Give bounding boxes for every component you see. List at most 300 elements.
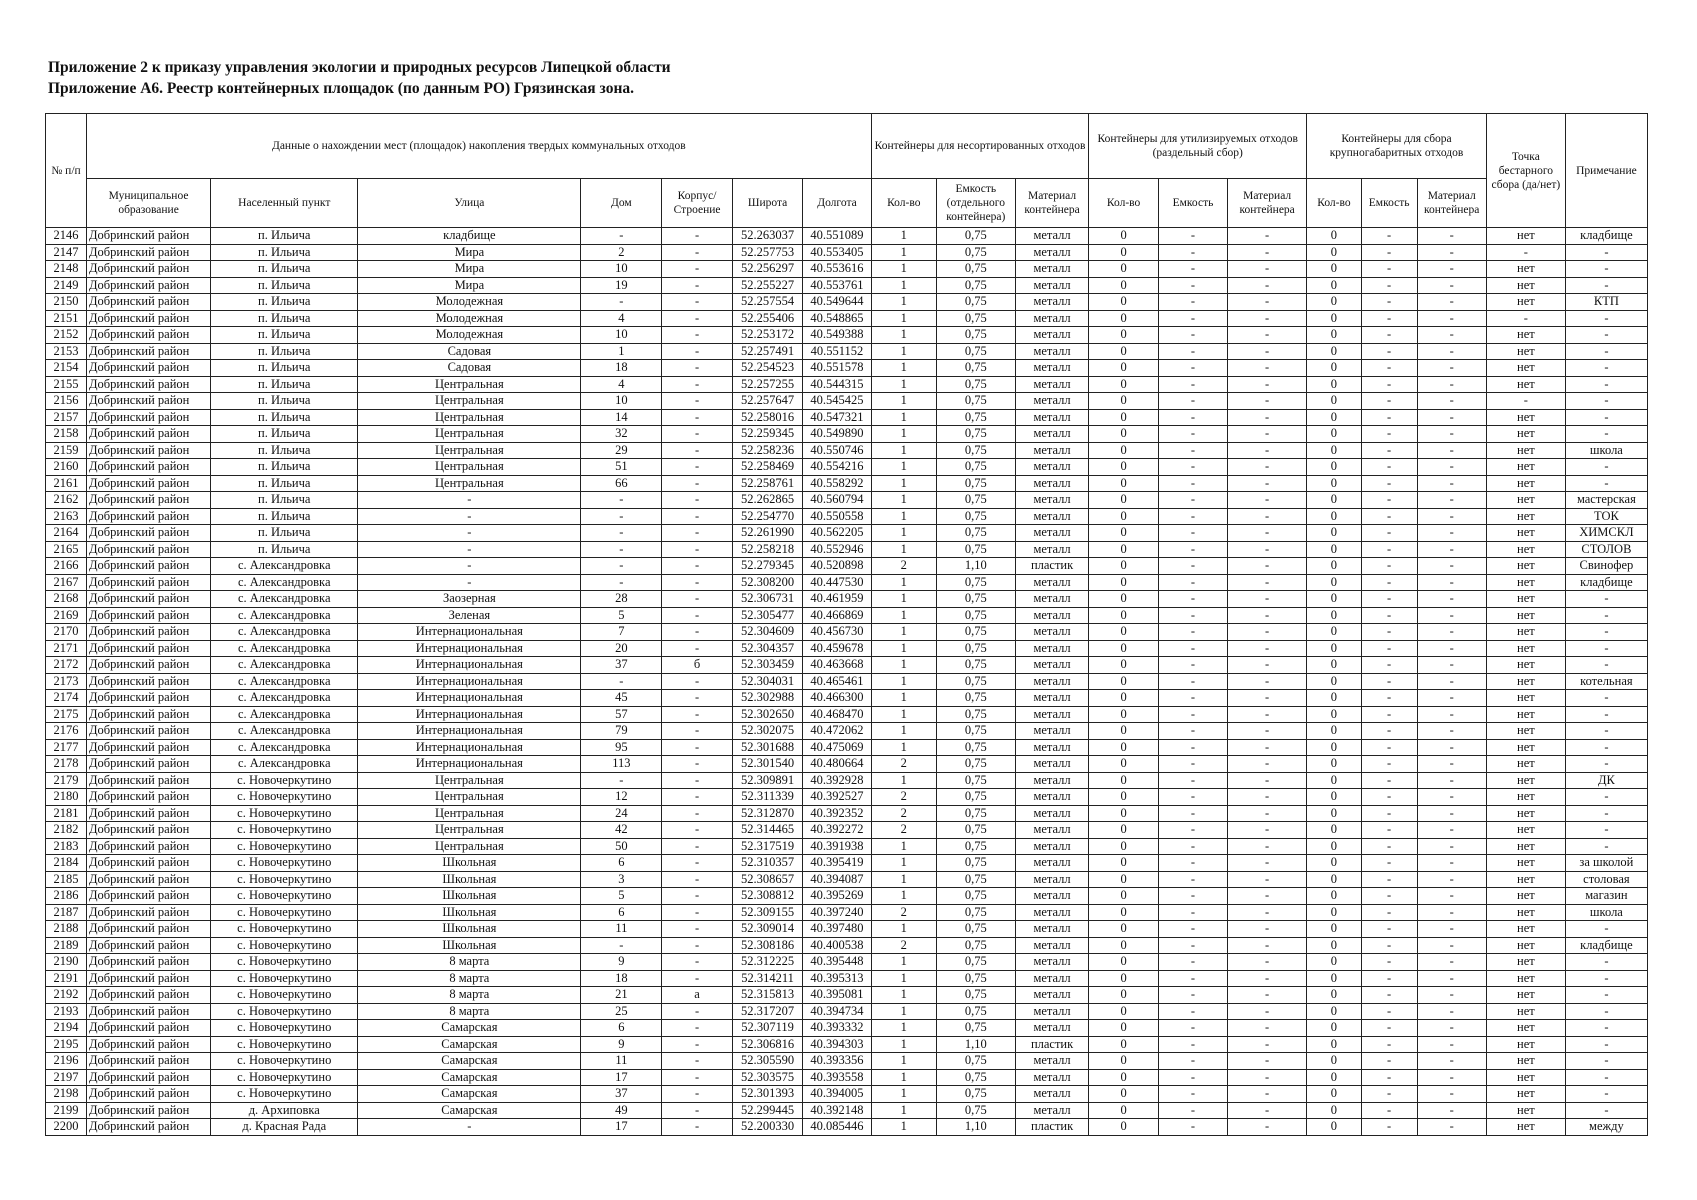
table-cell: -: [1361, 1036, 1417, 1053]
table-row: [46, 904, 1648, 921]
table-cell: п. Ильича: [211, 244, 358, 261]
table-cell: -: [662, 1053, 732, 1070]
table-cell: Добринский район: [87, 426, 211, 443]
table-cell: с. Александровка: [211, 657, 358, 674]
table-cell: Добринский район: [87, 822, 211, 839]
table-cell: -: [1361, 838, 1417, 855]
table-cell: металл: [1015, 888, 1089, 905]
table-cell: 0: [1307, 261, 1362, 278]
table-cell: -: [1417, 838, 1486, 855]
table-row: [46, 1003, 1648, 1020]
table-cell: 1: [871, 1020, 936, 1037]
table-row: [46, 277, 1648, 294]
table-cell: 0: [1307, 574, 1362, 591]
table-cell: -: [581, 574, 662, 591]
table-cell: -: [1228, 904, 1307, 921]
table-cell: металл: [1015, 1102, 1089, 1119]
table-cell: -: [1228, 1003, 1307, 1020]
table-cell: металл: [1015, 607, 1089, 624]
table-cell: -: [1565, 310, 1647, 327]
table-row: [46, 822, 1648, 839]
table-cell: 0: [1307, 1102, 1362, 1119]
table-cell: -: [1228, 1102, 1307, 1119]
table-cell: -: [1158, 376, 1227, 393]
table-cell: 2173: [46, 673, 87, 690]
table-cell: с. Александровка: [211, 756, 358, 773]
table-cell: нет: [1486, 624, 1565, 641]
table-cell: -: [1228, 871, 1307, 888]
table-row: [46, 508, 1648, 525]
table-cell: -: [662, 261, 732, 278]
table-cell: -: [1361, 921, 1417, 938]
table-cell: 2154: [46, 360, 87, 377]
table-cell: 0: [1089, 492, 1158, 509]
table-cell: Добринский район: [87, 1086, 211, 1103]
table-cell: 0: [1307, 657, 1362, 674]
table-cell: 1: [871, 690, 936, 707]
table-cell: мастерская: [1565, 492, 1647, 509]
table-cell: -: [1228, 261, 1307, 278]
table-cell: 2: [871, 756, 936, 773]
table-cell: -: [662, 228, 732, 245]
table-cell: 52.302075: [732, 723, 802, 740]
table-cell: 0: [1307, 723, 1362, 740]
table-cell: -: [1565, 360, 1647, 377]
table-cell: -: [1417, 739, 1486, 756]
table-cell: 0,75: [936, 855, 1015, 872]
table-cell: 0: [1307, 277, 1362, 294]
table-cell: -: [1228, 756, 1307, 773]
table-cell: нет: [1486, 261, 1565, 278]
table-cell: 40.392148: [803, 1102, 871, 1119]
table-cell: 0: [1089, 888, 1158, 905]
col-point: Точка бестарного сбора (да/нет): [1486, 114, 1565, 228]
table-cell: п. Ильича: [211, 228, 358, 245]
table-cell: металл: [1015, 1020, 1089, 1037]
table-cell: металл: [1015, 360, 1089, 377]
table-cell: -: [1228, 426, 1307, 443]
table-cell: 0: [1307, 393, 1362, 410]
table-cell: -: [662, 904, 732, 921]
table-cell: 0: [1307, 921, 1362, 938]
table-cell: -: [1565, 277, 1647, 294]
table-cell: нет: [1486, 921, 1565, 938]
table-cell: 52.257647: [732, 393, 802, 410]
table-cell: 10: [581, 393, 662, 410]
table-cell: 40.463668: [803, 657, 871, 674]
table-cell: 0,75: [936, 228, 1015, 245]
table-cell: 40.545425: [803, 393, 871, 410]
table-cell: 1: [871, 1036, 936, 1053]
table-cell: 0,75: [936, 789, 1015, 806]
table-cell: 40.466300: [803, 690, 871, 707]
table-cell: -: [1417, 525, 1486, 542]
table-cell: школа: [1565, 442, 1647, 459]
table-cell: -: [1361, 871, 1417, 888]
table-cell: металл: [1015, 756, 1089, 773]
table-cell: 0: [1089, 1053, 1158, 1070]
table-cell: нет: [1486, 475, 1565, 492]
table-cell: -: [581, 772, 662, 789]
table-cell: 0,75: [936, 673, 1015, 690]
table-cell: -: [1565, 1020, 1647, 1037]
table-cell: 2185: [46, 871, 87, 888]
col-recycle-capacity: Емкость: [1158, 179, 1227, 228]
table-cell: Школьная: [358, 921, 581, 938]
table-cell: -: [662, 607, 732, 624]
table-cell: -: [662, 277, 732, 294]
table-cell: Добринский район: [87, 277, 211, 294]
table-cell: -: [1417, 706, 1486, 723]
table-cell: -: [1158, 459, 1227, 476]
table-cell: нет: [1486, 888, 1565, 905]
table-cell: -: [1228, 690, 1307, 707]
table-cell: КТП: [1565, 294, 1647, 311]
table-cell: -: [1361, 343, 1417, 360]
table-cell: -: [662, 690, 732, 707]
table-cell: 2160: [46, 459, 87, 476]
table-cell: 40.553405: [803, 244, 871, 261]
table-cell: 0: [1089, 244, 1158, 261]
table-row: [46, 591, 1648, 608]
table-cell: металл: [1015, 624, 1089, 641]
table-cell: -: [1417, 690, 1486, 707]
table-cell: 0,75: [936, 591, 1015, 608]
table-cell: 2: [871, 822, 936, 839]
table-cell: -: [1417, 954, 1486, 971]
table-cell: Мира: [358, 261, 581, 278]
table-cell: нет: [1486, 591, 1565, 608]
table-cell: Школьная: [358, 855, 581, 872]
table-cell: 0,75: [936, 426, 1015, 443]
table-cell: Добринский район: [87, 954, 211, 971]
table-cell: 0,75: [936, 244, 1015, 261]
table-cell: Добринский район: [87, 360, 211, 377]
table-cell: 0: [1089, 1069, 1158, 1086]
table-cell: 0: [1307, 888, 1362, 905]
table-cell: Добринский район: [87, 1119, 211, 1136]
table-cell: 49: [581, 1102, 662, 1119]
table-cell: -: [1417, 426, 1486, 443]
table-cell: Зеленая: [358, 607, 581, 624]
table-cell: -: [1158, 657, 1227, 674]
table-cell: 0,75: [936, 360, 1015, 377]
table-cell: -: [1361, 657, 1417, 674]
table-cell: -: [1158, 277, 1227, 294]
table-cell: нет: [1486, 987, 1565, 1004]
table-cell: -: [662, 673, 732, 690]
table-cell: 52.258761: [732, 475, 802, 492]
table-cell: 1: [871, 294, 936, 311]
table-cell: 2175: [46, 706, 87, 723]
table-cell: нет: [1486, 228, 1565, 245]
table-cell: 1: [871, 772, 936, 789]
table-row: [46, 310, 1648, 327]
table-cell: 40.552946: [803, 541, 871, 558]
table-cell: -: [1228, 1053, 1307, 1070]
table-cell: -: [1417, 970, 1486, 987]
table-cell: -: [1361, 261, 1417, 278]
table-cell: Добринский район: [87, 789, 211, 806]
table-cell: п. Ильича: [211, 442, 358, 459]
table-cell: -: [1228, 277, 1307, 294]
table-cell: Центральная: [358, 426, 581, 443]
table-cell: нет: [1486, 756, 1565, 773]
table-cell: 0: [1307, 855, 1362, 872]
table-cell: Добринский район: [87, 904, 211, 921]
table-cell: металл: [1015, 508, 1089, 525]
table-row: [46, 1086, 1648, 1103]
table-cell: Добринский район: [87, 574, 211, 591]
table-cell: -: [1417, 1003, 1486, 1020]
table-cell: Школьная: [358, 871, 581, 888]
table-cell: с. Александровка: [211, 607, 358, 624]
table-cell: 40.395448: [803, 954, 871, 971]
table-cell: -: [581, 541, 662, 558]
table-cell: Интернациональная: [358, 624, 581, 641]
table-cell: 0,75: [936, 657, 1015, 674]
table-cell: 0,75: [936, 954, 1015, 971]
table-cell: 57: [581, 706, 662, 723]
table-row: [46, 954, 1648, 971]
table-cell: -: [1158, 393, 1227, 410]
table-cell: 1: [871, 1053, 936, 1070]
table-row: [46, 805, 1648, 822]
table-cell: 0: [1307, 244, 1362, 261]
table-cell: 0: [1307, 838, 1362, 855]
table-cell: Добринский район: [87, 1053, 211, 1070]
table-cell: -: [1417, 277, 1486, 294]
table-cell: 40.391938: [803, 838, 871, 855]
table-cell: Добринский район: [87, 591, 211, 608]
table-cell: Добринский район: [87, 690, 211, 707]
col-settlement: Населенный пункт: [211, 179, 358, 228]
table-cell: 0: [1089, 657, 1158, 674]
table-cell: -: [1158, 789, 1227, 806]
table-cell: 52.312225: [732, 954, 802, 971]
table-cell: 52.200330: [732, 1119, 802, 1136]
table-cell: -: [581, 937, 662, 954]
table-cell: -: [1565, 838, 1647, 855]
table-cell: 2167: [46, 574, 87, 591]
table-cell: -: [1158, 541, 1227, 558]
table-cell: -: [1228, 393, 1307, 410]
table-cell: -: [662, 360, 732, 377]
table-cell: 1: [871, 442, 936, 459]
table-cell: нет: [1486, 640, 1565, 657]
table-cell: 6: [581, 1020, 662, 1037]
table-cell: -: [1228, 409, 1307, 426]
table-cell: 52.258469: [732, 459, 802, 476]
table-cell: 52.253172: [732, 327, 802, 344]
table-cell: Школьная: [358, 937, 581, 954]
table-cell: 0: [1307, 937, 1362, 954]
table-cell: 0: [1089, 409, 1158, 426]
table-cell: Добринский район: [87, 294, 211, 311]
table-cell: 0: [1089, 640, 1158, 657]
table-cell: 1: [871, 426, 936, 443]
table-cell: Добринский район: [87, 1069, 211, 1086]
table-cell: 52.304357: [732, 640, 802, 657]
table-cell: п. Ильича: [211, 261, 358, 278]
table-cell: 52.309155: [732, 904, 802, 921]
table-cell: 0,75: [936, 1102, 1015, 1119]
table-cell: -: [1228, 1069, 1307, 1086]
table-cell: 10: [581, 261, 662, 278]
table-row: [46, 838, 1648, 855]
table-cell: -: [1565, 756, 1647, 773]
table-cell: -: [1228, 343, 1307, 360]
table-cell: металл: [1015, 1003, 1089, 1020]
table-cell: магазин: [1565, 888, 1647, 905]
table-cell: -: [1228, 1086, 1307, 1103]
table-cell: Центральная: [358, 442, 581, 459]
table-cell: -: [1565, 1102, 1647, 1119]
table-cell: -: [1158, 838, 1227, 855]
table-cell: 40.554216: [803, 459, 871, 476]
table-cell: 2195: [46, 1036, 87, 1053]
table-cell: 0: [1089, 756, 1158, 773]
table-cell: п. Ильича: [211, 459, 358, 476]
table-cell: 52.306816: [732, 1036, 802, 1053]
table-cell: -: [1228, 921, 1307, 938]
table-cell: 0: [1089, 772, 1158, 789]
table-cell: -: [1361, 987, 1417, 1004]
table-cell: кладбище: [1565, 228, 1647, 245]
table-cell: п. Ильича: [211, 492, 358, 509]
table-cell: металл: [1015, 772, 1089, 789]
table-cell: 2150: [46, 294, 87, 311]
table-cell: -: [1228, 558, 1307, 575]
table-cell: -: [1228, 228, 1307, 245]
table-cell: -: [1361, 1119, 1417, 1136]
table-cell: -: [1158, 690, 1227, 707]
table-cell: -: [1158, 937, 1227, 954]
table-cell: нет: [1486, 409, 1565, 426]
table-cell: нет: [1486, 558, 1565, 575]
table-cell: кладбище: [358, 228, 581, 245]
table-cell: -: [358, 525, 581, 542]
table-cell: 1: [871, 327, 936, 344]
table-cell: -: [1158, 1086, 1227, 1103]
table-cell: Интернациональная: [358, 706, 581, 723]
table-cell: 52.308657: [732, 871, 802, 888]
table-cell: 0: [1089, 1003, 1158, 1020]
table-cell: 2165: [46, 541, 87, 558]
table-cell: 79: [581, 723, 662, 740]
table-cell: -: [1565, 327, 1647, 344]
table-cell: СТОЛОВ: [1565, 541, 1647, 558]
table-cell: -: [1417, 1053, 1486, 1070]
table-cell: -: [1361, 954, 1417, 971]
table-cell: нет: [1486, 706, 1565, 723]
table-cell: металл: [1015, 327, 1089, 344]
table-cell: -: [662, 789, 732, 806]
table-cell: 0: [1089, 855, 1158, 872]
table-cell: 1: [871, 376, 936, 393]
table-cell: с. Новочеркутино: [211, 855, 358, 872]
table-cell: Добринский район: [87, 1102, 211, 1119]
table-cell: 2146: [46, 228, 87, 245]
table-cell: металл: [1015, 525, 1089, 542]
table-cell: п. Ильича: [211, 508, 358, 525]
table-cell: -: [1158, 343, 1227, 360]
col-unsorted-capacity: Емкость (отдельного контейнера): [936, 179, 1015, 228]
table-cell: п. Ильича: [211, 393, 358, 410]
table-cell: 0,75: [936, 937, 1015, 954]
table-cell: 0: [1089, 277, 1158, 294]
table-cell: 113: [581, 756, 662, 773]
table-cell: 2: [871, 805, 936, 822]
table-row: [46, 706, 1648, 723]
table-cell: металл: [1015, 426, 1089, 443]
table-cell: 52.259345: [732, 426, 802, 443]
table-cell: 14: [581, 409, 662, 426]
table-cell: -: [1565, 1069, 1647, 1086]
table-cell: 52.254770: [732, 508, 802, 525]
table-cell: -: [1228, 360, 1307, 377]
table-cell: с. Новочеркутино: [211, 1036, 358, 1053]
table-cell: 52.308200: [732, 574, 802, 591]
table-row: [46, 772, 1648, 789]
table-cell: -: [1158, 855, 1227, 872]
table-cell: 2177: [46, 739, 87, 756]
table-row: [46, 855, 1648, 872]
table-cell: 5: [581, 888, 662, 905]
table-cell: металл: [1015, 277, 1089, 294]
table-cell: -: [581, 294, 662, 311]
table-cell: 2183: [46, 838, 87, 855]
table-cell: -: [1228, 838, 1307, 855]
table-cell: а: [662, 987, 732, 1004]
table-cell: Интернациональная: [358, 690, 581, 707]
table-cell: 40.395419: [803, 855, 871, 872]
table-cell: нет: [1486, 739, 1565, 756]
table-cell: 0: [1307, 1086, 1362, 1103]
table-cell: 52.309014: [732, 921, 802, 938]
table-cell: Садовая: [358, 360, 581, 377]
table-cell: Добринский район: [87, 310, 211, 327]
table-cell: 1,10: [936, 1036, 1015, 1053]
table-cell: -: [662, 1102, 732, 1119]
table-cell: -: [1565, 921, 1647, 938]
table-cell: 40.085446: [803, 1119, 871, 1136]
table-cell: 2194: [46, 1020, 87, 1037]
table-cell: 0: [1307, 690, 1362, 707]
table-cell: -: [1417, 1119, 1486, 1136]
table-cell: -: [581, 508, 662, 525]
table-cell: -: [1228, 888, 1307, 905]
table-cell: -: [1158, 310, 1227, 327]
col-group-bulky: Контейнеры для сбора крупногабаритных отходов: [1307, 114, 1487, 179]
col-lat: Широта: [732, 179, 802, 228]
table-cell: Центральная: [358, 822, 581, 839]
table-cell: 0: [1307, 541, 1362, 558]
table-cell: 2155: [46, 376, 87, 393]
table-cell: -: [662, 310, 732, 327]
table-cell: Садовая: [358, 343, 581, 360]
table-cell: 40.547321: [803, 409, 871, 426]
table-cell: 52.310357: [732, 855, 802, 872]
table-cell: -: [1228, 541, 1307, 558]
table-cell: ТОК: [1565, 508, 1647, 525]
table-cell: металл: [1015, 1069, 1089, 1086]
table-cell: -: [662, 1020, 732, 1037]
table-cell: 40.553761: [803, 277, 871, 294]
table-cell: Добринский район: [87, 376, 211, 393]
table-cell: -: [1565, 789, 1647, 806]
table-cell: 0: [1307, 327, 1362, 344]
